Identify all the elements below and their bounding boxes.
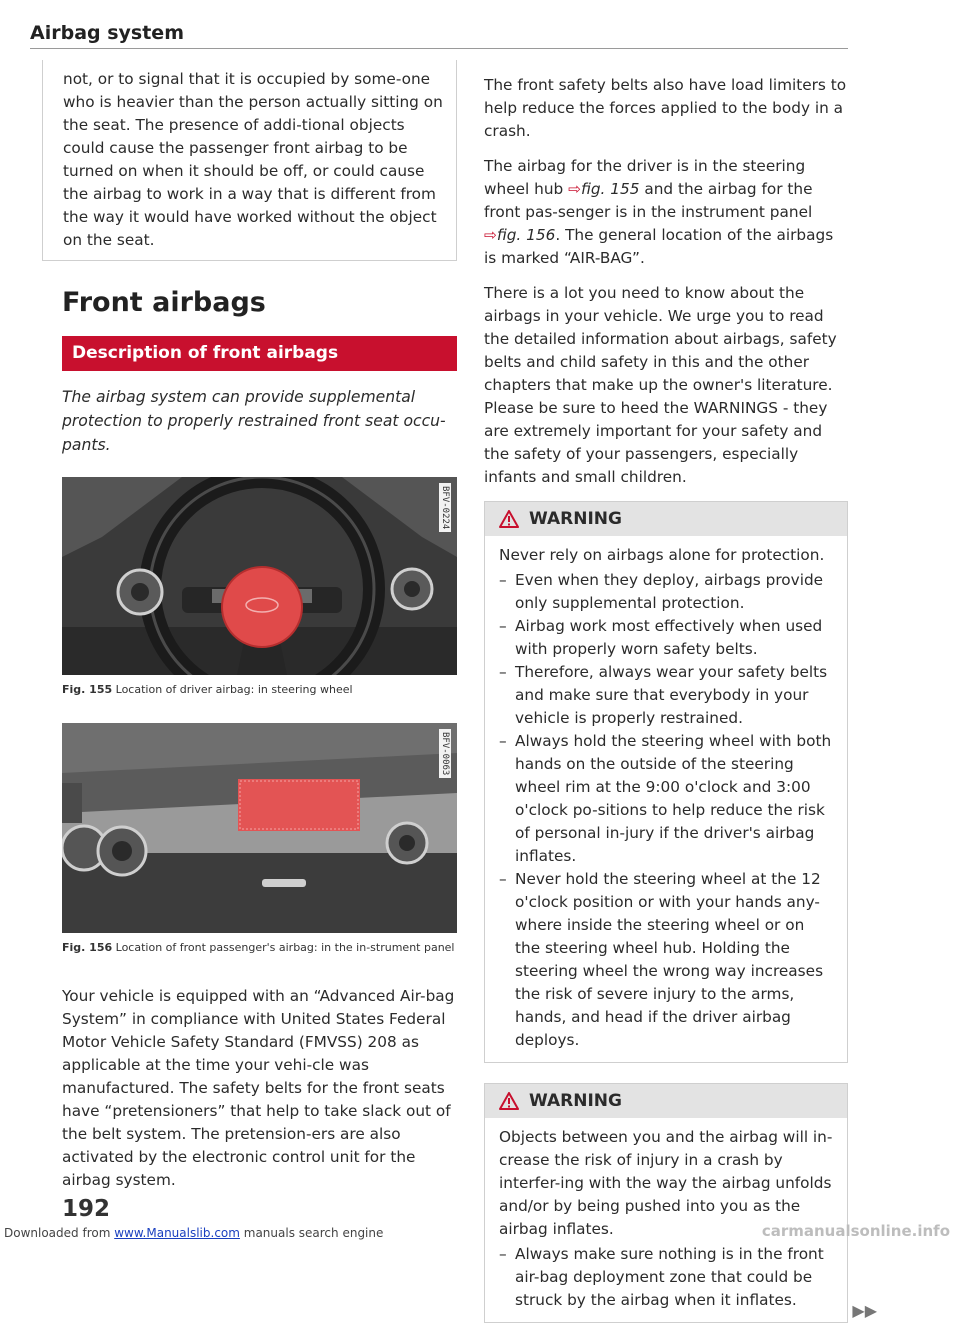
download-footer <box>4 1226 383 1240</box>
figure-caption-text-155: Location of driver airbag: in steering wheel <box>115 683 353 696</box>
page-header-title: Airbag system <box>30 22 184 44</box>
airbag-location-text-a: The airbag for the driver is in the steering wheel hub <box>484 157 806 198</box>
figure-passenger-airbag-image <box>62 723 457 933</box>
figure-caption-156 <box>62 940 457 955</box>
warning-list-1 <box>499 569 833 1052</box>
warning-title-2: WARNING <box>529 1091 622 1111</box>
footer-suffix: manuals search engine <box>239 1226 384 1240</box>
warning-lead-1: Never rely on airbags alone for protection. <box>499 546 825 564</box>
warning-header-2 <box>485 1084 847 1118</box>
warning-header-1 <box>485 502 847 536</box>
warning-triangle-icon <box>499 1092 519 1110</box>
load-limiters-paragraph: The front safety belts also have load limiters to help reduce the forces applied to the body in a crash. <box>484 76 847 140</box>
warning-title-1: WARNING <box>529 509 622 529</box>
header-divider <box>30 48 848 49</box>
figure-code-156: BFV-0063 <box>439 729 451 778</box>
warning-list-2 <box>499 1243 833 1312</box>
list-item: – Even when they deploy, airbags provide only supplemental protection. <box>499 569 833 615</box>
figure-reference-155[interactable]: fig. 155 <box>580 180 640 198</box>
airbag-location-paragraph <box>484 155 848 270</box>
warning-triangle-icon <box>499 510 519 528</box>
steering-wheel-illustration <box>62 477 457 675</box>
site-watermark: carmanualsonline.info <box>761 1222 950 1240</box>
airbag-location-text-c: . The general location of the airbags is marked “AIR-BAG”. <box>484 226 834 267</box>
section-heading: Front airbags <box>62 287 266 318</box>
know-your-airbags-paragraph: There is a lot you need to know about the airbags in your vehicle. We urge you to read the detailed information about airbags, safety belts and child safety in this and the other chapters that make up the owner's literature. Please be sure to heed the WARNINGS - they are extremely important for your safety and the safety of your passengers, especially infants and small children. <box>484 284 837 486</box>
reference-arrow-icon: ⇨ <box>484 226 497 244</box>
list-item: – Always make sure nothing is in the front air-bag deployment zone that could be struck by the airbag when it inflates. <box>499 1243 833 1312</box>
airbag-location-text-b: and the airbag for the front pas-senger is in the instrument panel <box>484 180 813 221</box>
list-item: – Never hold the steering wheel at the 12 o'clock position or with your hands any-where inside the steering wheel or on the steering wheel hub. Holding the steering wheel the wrong way increases the risk of severe injury to the arms, hands, and head if the driver airbag deploys. <box>499 868 833 1052</box>
figure-driver-airbag-image <box>62 477 457 675</box>
list-item: – Always hold the steering wheel with both hands on the outside of the steering wheel rim at the 9:00 o'clock and 3:00 o'clock po-sitions to help reduce the risk of personal in-jury if the driver's airbag inflates. <box>499 730 833 868</box>
manualslib-link[interactable]: www.Manualslib.com <box>114 1226 240 1240</box>
footer-prefix: Downloaded from <box>4 1226 115 1240</box>
page-number: 192 <box>62 1196 111 1222</box>
instrument-panel-illustration <box>62 723 457 933</box>
figure-reference-156[interactable]: fig. 156 <box>496 226 556 244</box>
continued-note-box <box>42 60 457 261</box>
list-item: – Therefore, always wear your safety belts and make sure that everybody in your vehicle is properly restrained. <box>499 661 833 730</box>
figure-caption-155 <box>62 682 457 697</box>
list-item: – Airbag work most effectively when used with properly worn safety belts. <box>499 615 833 661</box>
reference-arrow-icon: ⇨ <box>568 180 581 198</box>
continue-arrow-icon: ▶▶ <box>852 1301 877 1320</box>
figure-caption-text-156: Location of front passenger's airbag: in the in-strument panel <box>115 941 455 954</box>
intro-text: The airbag system can provide supplemental protection to properly restrained front seat occu-pants. <box>62 388 446 454</box>
figure-label-155: Fig. 155 <box>62 683 113 696</box>
subsection-heading: Description of front airbags <box>62 336 457 371</box>
figure-code-155: BFV-0224 <box>439 483 451 532</box>
continued-text: not, or to signal that it is occupied by some-one who is heavier than the person actually sitting on the seat. The presence of addi-tional objects could cause the passenger front airbag to be turned on when it should be off, or could cause the airbag to work in a way that is different from the way it would have worked without the object on the seat. <box>63 70 443 249</box>
advanced-airbag-paragraph: Your vehicle is equipped with an “Advanced Air-bag System” in compliance with United States Federal Motor Vehicle Safety Standard (FMVSS) 208 as applicable at the time your vehi-cle was manufactured. The safety belts for the front seats have “pretensioners” that help to take slack out of the belt system. The pretension-ers are also activated by the electronic control unit for the airbag system. <box>62 987 455 1189</box>
figure-label-156: Fig. 156 <box>62 941 113 954</box>
left-column <box>62 60 457 1192</box>
warning-lead-2: Objects between you and the airbag will in-crease the risk of injury in a crash by interfer-ing with the way the airbag unfolds and/or by being pushed into you as the airbag inflates. <box>499 1128 833 1238</box>
warning-box-1 <box>484 501 848 1063</box>
warning-body-2 <box>485 1118 847 1322</box>
warning-body-1 <box>485 536 847 1062</box>
